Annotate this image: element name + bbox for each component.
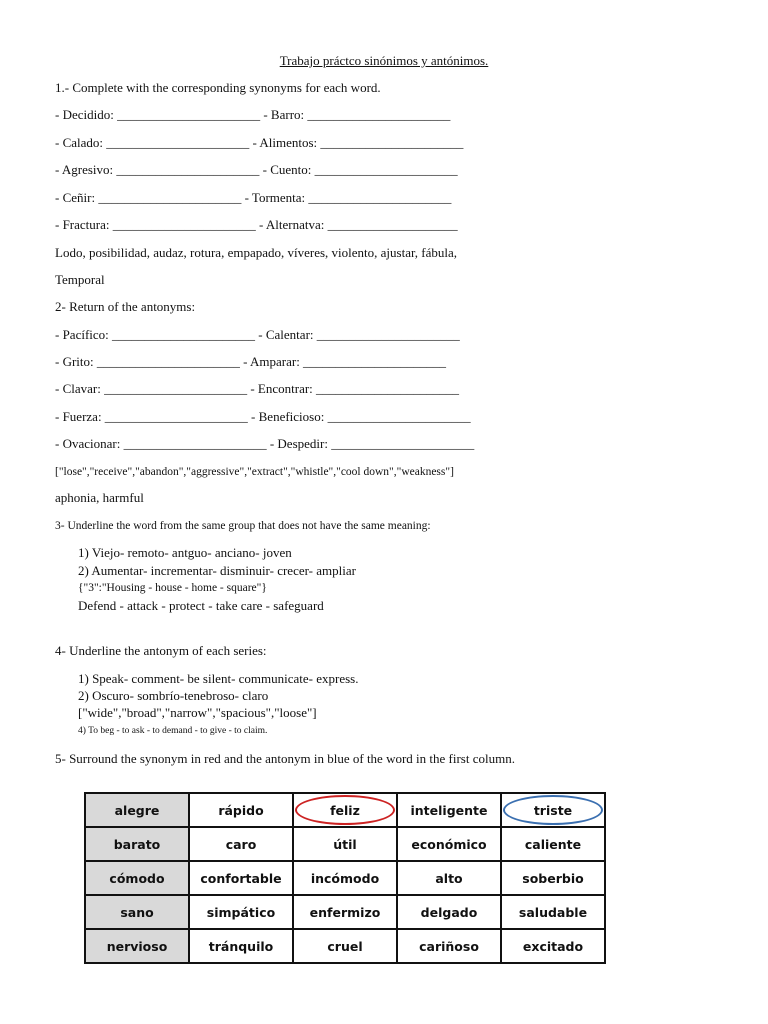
ex1-row-5: - Fractura: ______________________ - Alternatva: ____________________ — [55, 217, 458, 232]
table-cell[interactable]: alto — [397, 861, 501, 895]
ex3-item-4: Defend - attack - protect - take care - safeguard — [78, 598, 324, 613]
ex4-item-3: ["wide","broad","narrow","spacious","loose"] — [78, 705, 317, 720]
ex4-item-1: 1) Speak- comment- be silent- communicate- express. — [78, 671, 359, 686]
table-row — [85, 861, 605, 895]
ex1-row-2: - Calado: ______________________ - Alimentos: ______________________ — [55, 135, 464, 150]
ex3-item-3: {"3":"Housing - house - home - square"} — [78, 582, 267, 594]
cell-text: triste — [533, 802, 573, 818]
ex5-heading: 5- Surround the synonym in red and the antonym in blue of the word in the first column. — [55, 751, 515, 766]
table-row — [85, 929, 605, 963]
table-cell[interactable]: soberbio — [501, 861, 605, 895]
ex2-row-1: - Pacífico: ______________________ - Calentar: ______________________ — [55, 327, 460, 342]
ex3-item-2: 2) Aumentar- incrementar- disminuir- crecer- ampliar — [78, 563, 356, 578]
table-cell[interactable]: excitado — [501, 929, 605, 963]
table-cell[interactable]: delgado — [397, 895, 501, 929]
ex1-row-1: - Decidido: ______________________ - Barro: ______________________ — [55, 107, 451, 122]
ex1-row-4: - Ceñir: ______________________ - Tormenta: ______________________ — [55, 190, 452, 205]
ex2-row-3: - Clavar: ______________________ - Encontrar: ______________________ — [55, 381, 460, 396]
ex3-item-1: 1) Viejo- remoto- antguo- anciano- joven — [78, 545, 292, 560]
table-cell[interactable]: confortable — [189, 861, 293, 895]
ex2-row-2: - Grito: ______________________ - Amparar: ______________________ — [55, 354, 447, 369]
cell-text: feliz — [330, 802, 360, 818]
ex2-row-5: - Ovacionar: ______________________ - Despedir: ______________________ — [55, 436, 475, 451]
table-cell-antonym[interactable] — [501, 793, 605, 827]
table-cell[interactable]: enfermizo — [293, 895, 397, 929]
table-cell-key: alegre — [85, 793, 189, 827]
table-cell-synonym[interactable] — [293, 793, 397, 827]
ex4-item-4: 4) To beg - to ask - to demand - to give - to claim. — [78, 726, 268, 736]
ex4-item-2: 2) Oscuro- sombrío-tenebroso- claro — [78, 688, 269, 703]
table-cell[interactable]: cruel — [293, 929, 397, 963]
table-cell[interactable]: tránquilo — [189, 929, 293, 963]
table-cell[interactable]: saludable — [501, 895, 605, 929]
ex2-heading: 2- Return of the antonyms: — [55, 299, 196, 314]
page-title: Trabajo práctco sinónimos y antónimos. — [279, 53, 489, 68]
ex2-word-bank-cont: aphonia, harmful — [55, 490, 144, 505]
table-cell[interactable]: incómodo — [293, 861, 397, 895]
table-cell[interactable]: simpático — [189, 895, 293, 929]
synonym-antonym-table — [84, 792, 606, 964]
table-row — [85, 827, 605, 861]
table-cell[interactable]: útil — [293, 827, 397, 861]
table-cell-key: nervioso — [85, 929, 189, 963]
table-cell[interactable]: económico — [397, 827, 501, 861]
ex1-word-bank-cont: Temporal — [55, 272, 105, 287]
ex1-row-3: - Agresivo: ______________________ - Cuento: ______________________ — [55, 162, 458, 177]
table-cell[interactable]: caro — [189, 827, 293, 861]
table-row — [85, 895, 605, 929]
table-cell[interactable]: cariñoso — [397, 929, 501, 963]
table-cell-key: sano — [85, 895, 189, 929]
table-cell-key: barato — [85, 827, 189, 861]
ex2-row-4: - Fuerza: ______________________ - Beneficioso: ______________________ — [55, 409, 471, 424]
ex3-heading: 3- Underline the word from the same group that does not have the same meaning: — [55, 520, 431, 532]
table-cell[interactable]: caliente — [501, 827, 605, 861]
ex1-heading: 1.- Complete with the corresponding synonyms for each word. — [55, 80, 381, 95]
table-row — [85, 793, 605, 827]
table-cell-key: cómodo — [85, 861, 189, 895]
ex1-word-bank: Lodo, posibilidad, audaz, rotura, empapado, víveres, violento, ajustar, fábula, — [55, 245, 457, 260]
ex2-word-bank: ["lose","receive","abandon","aggressive","extract","whistle","cool down","weakness"] — [55, 466, 454, 478]
table-cell: inteligente — [397, 793, 501, 827]
table-cell: rápido — [189, 793, 293, 827]
ex4-heading: 4- Underline the antonym of each series: — [55, 643, 267, 658]
